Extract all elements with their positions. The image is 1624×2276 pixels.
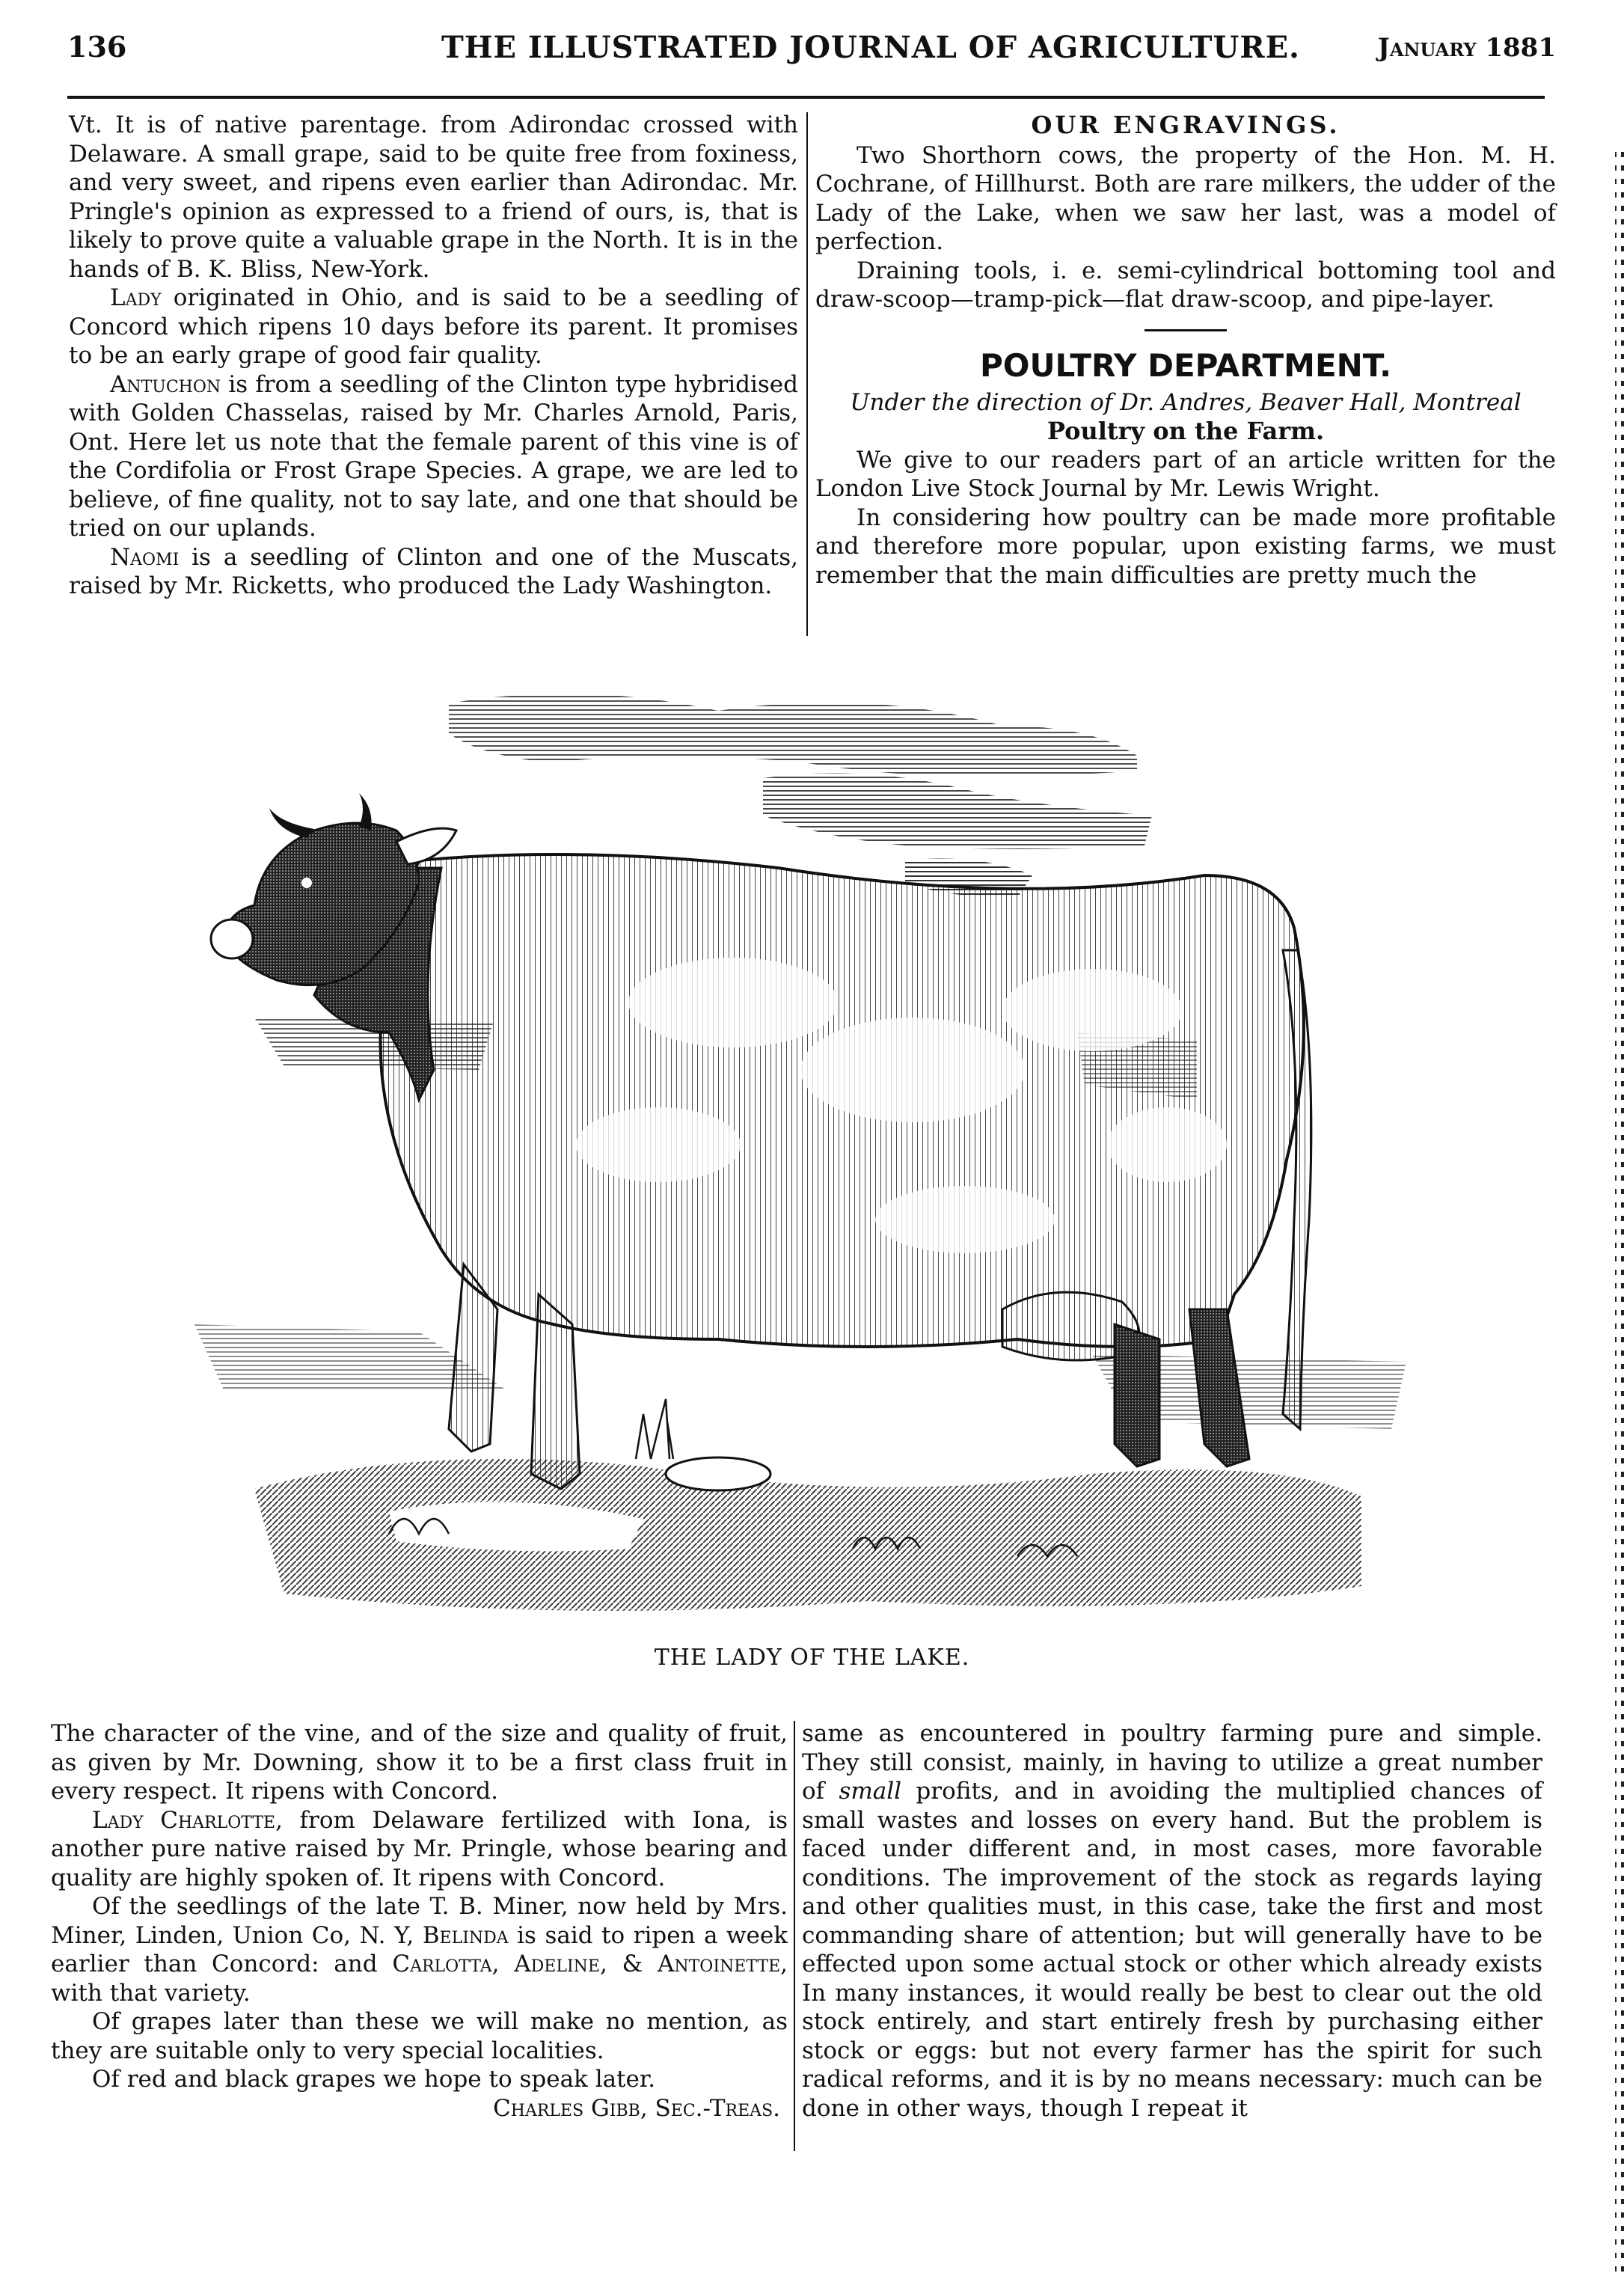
department-direction: Under the direction of Dr. Andres, Beaver Hall, Montreal	[850, 388, 1522, 416]
paragraph-text: profits, and in avoiding the multiplied chances of small wastes and losses on every hand. But the problem is faced under different and, in most cases, more favorable conditions. The improvement of the stock as regards laying and other qualities must, in this case, take the first and most commanding share of attention; but will generally have to be effected upon some actual stock or other which already exists In many instances, it would really be best to clear out the old stock entirely, and start entirely fresh by purchasing either stock or eggs: but not every farmer has the spirit for such radical reforms, and it is by no means necessary: much can be done in other ways, though I repeat it	[802, 1778, 1542, 2122]
grape-paragraph: Vt. It is of native parentage. from Adirondac crossed with Delaware. A small grape, said to be quite free from foxiness, and very sweet, and ripens even earlier than Adirondac. Mr. Pringle's opinion as expressed to a friend of ours, is, that is likely to prove quite a valuable grape in the North. It is in the hands of B. K. Bliss, New-York.	[69, 111, 798, 283]
poultry-paragraph: We give to our readers part of an article written for the London Live Stock Journal by Mr. Lewis Wright.	[815, 446, 1556, 502]
engravings-paragraph: Two Shorthorn cows, the property of the Hon. M. H. Cochrane, of Hillhurst. Both are rare milkers, the udder of the Lady of the Lake, when we saw her last, was a model of perfection.	[815, 141, 1556, 255]
grape-paragraph: The character of the vine, and of the size and quality of fruit, as given by Mr. Downing, show it to be a first class fruit in every respect. It ripens with Concord.	[51, 1720, 788, 1805]
grape-paragraph-miner-seedlings	[51, 1892, 788, 2007]
stone	[666, 1457, 770, 1490]
paragraph-text: is a seedling of Clinton and one of the Muscats, raised by Mr. Ricketts, who produced the Lady Washington.	[69, 543, 798, 599]
emphasis-text: small	[839, 1778, 902, 1805]
engravings-poultry-column	[815, 111, 1556, 590]
cow-eye	[301, 878, 312, 888]
paragraph-text: is said to ripen a week earlier than Concord: and	[51, 1921, 788, 1977]
cow-engraving	[194, 681, 1421, 1646]
paragraph-text: &	[607, 1951, 658, 1977]
issue-date: January 1881	[1377, 33, 1556, 63]
poultry-paragraph	[802, 1719, 1542, 2123]
page-header	[67, 30, 1556, 75]
column-divider	[806, 112, 808, 636]
grape-paragraph: Of red and black grapes we hope to speak later.	[92, 2066, 656, 2093]
author-signature: Charles Gibb, Sec.-Treas.	[493, 2094, 780, 2122]
grape-paragraph: Of grapes later than these we will make no mention, as they are suitable only to very special localities.	[51, 2008, 788, 2064]
paragraph-text: , with that variety.	[51, 1951, 788, 2007]
paragraph-text: is from a seedling of the Clinton type hybridised with Golden Chasselas, raised by Mr. Charles Arnold, Paris, Ont. Here let us note that the female parent of this vine is of the Cordifolia or Frost Grape Species. A grape, we are led to believe, of fine quality, not to say late, and one that should be tried on our uplands.	[69, 370, 798, 542]
cow-horn-left	[269, 808, 314, 838]
column-divider	[794, 1721, 795, 2151]
section-rule	[1145, 329, 1227, 331]
variety-name: Carlotta, Adeline,	[392, 1951, 607, 1977]
paragraph-text: same as encountered in poultry farming pure and simple. They still consist, mainly, in having to utilize a great number of	[802, 1720, 1542, 1805]
grape-paragraph-lady-charlotte	[51, 1806, 788, 1893]
engravings-paragraph: Draining tools, i. e. semi-cylindrical bottoming tool and draw-scoop—tramp-pick—flat draw-scoop, and pipe-layer.	[815, 257, 1556, 313]
cow-muzzle	[211, 920, 253, 958]
variety-name: Lady Charlotte	[92, 1806, 276, 1834]
poultry-article-column-bottom	[802, 1719, 1542, 2123]
article-subheading: Poultry on the Farm.	[1047, 417, 1325, 445]
header-rule	[67, 96, 1545, 99]
grape-paragraph-naomi	[69, 543, 798, 601]
poultry-paragraph: In considering how poultry can be made more profitable and therefore more popular, upon existing farms, we must remember that the main difficulties are pretty much the	[815, 504, 1556, 589]
grape-article-column-top	[69, 111, 798, 601]
poultry-department-heading: POULTRY DEPARTMENT.	[979, 346, 1392, 384]
paragraph-text: Of the seedlings of the late T. B. Miner, now held by Mrs. Miner, Linden, Union Co, N. Y,	[51, 1893, 788, 1949]
variety-name: Antuchon	[110, 370, 221, 398]
grape-article-column-bottom	[51, 1719, 788, 2123]
journal-title: THE ILLUSTRATED JOURNAL OF AGRICULTURE.	[441, 30, 1300, 65]
grape-paragraph-lady	[69, 284, 798, 370]
variety-name: Naomi	[110, 543, 180, 571]
paragraph-text: , from Delaware fertilized with Iona, is another pure native raised by Mr. Pringle, whose bearing and quality are highly spoken of. It ripens with Concord.	[51, 1806, 788, 1891]
paragraph-text: originated in Ohio, and is said to be a seedling of Concord which ripens 10 days before its parent. It promises to be an early grape of good fair quality.	[69, 284, 798, 369]
variety-name: Belinda	[422, 1921, 509, 1949]
figure-caption: THE LADY OF THE LAKE.	[654, 1645, 970, 1671]
scan-edge	[1611, 150, 1624, 2276]
page-number: 136	[67, 30, 127, 64]
variety-name: Antoinette	[657, 1951, 781, 1977]
variety-name: Lady	[110, 284, 162, 311]
cow-horn-right	[359, 793, 372, 830]
grape-paragraph-antuchon	[69, 370, 798, 543]
engravings-heading: OUR ENGRAVINGS.	[1031, 111, 1340, 139]
